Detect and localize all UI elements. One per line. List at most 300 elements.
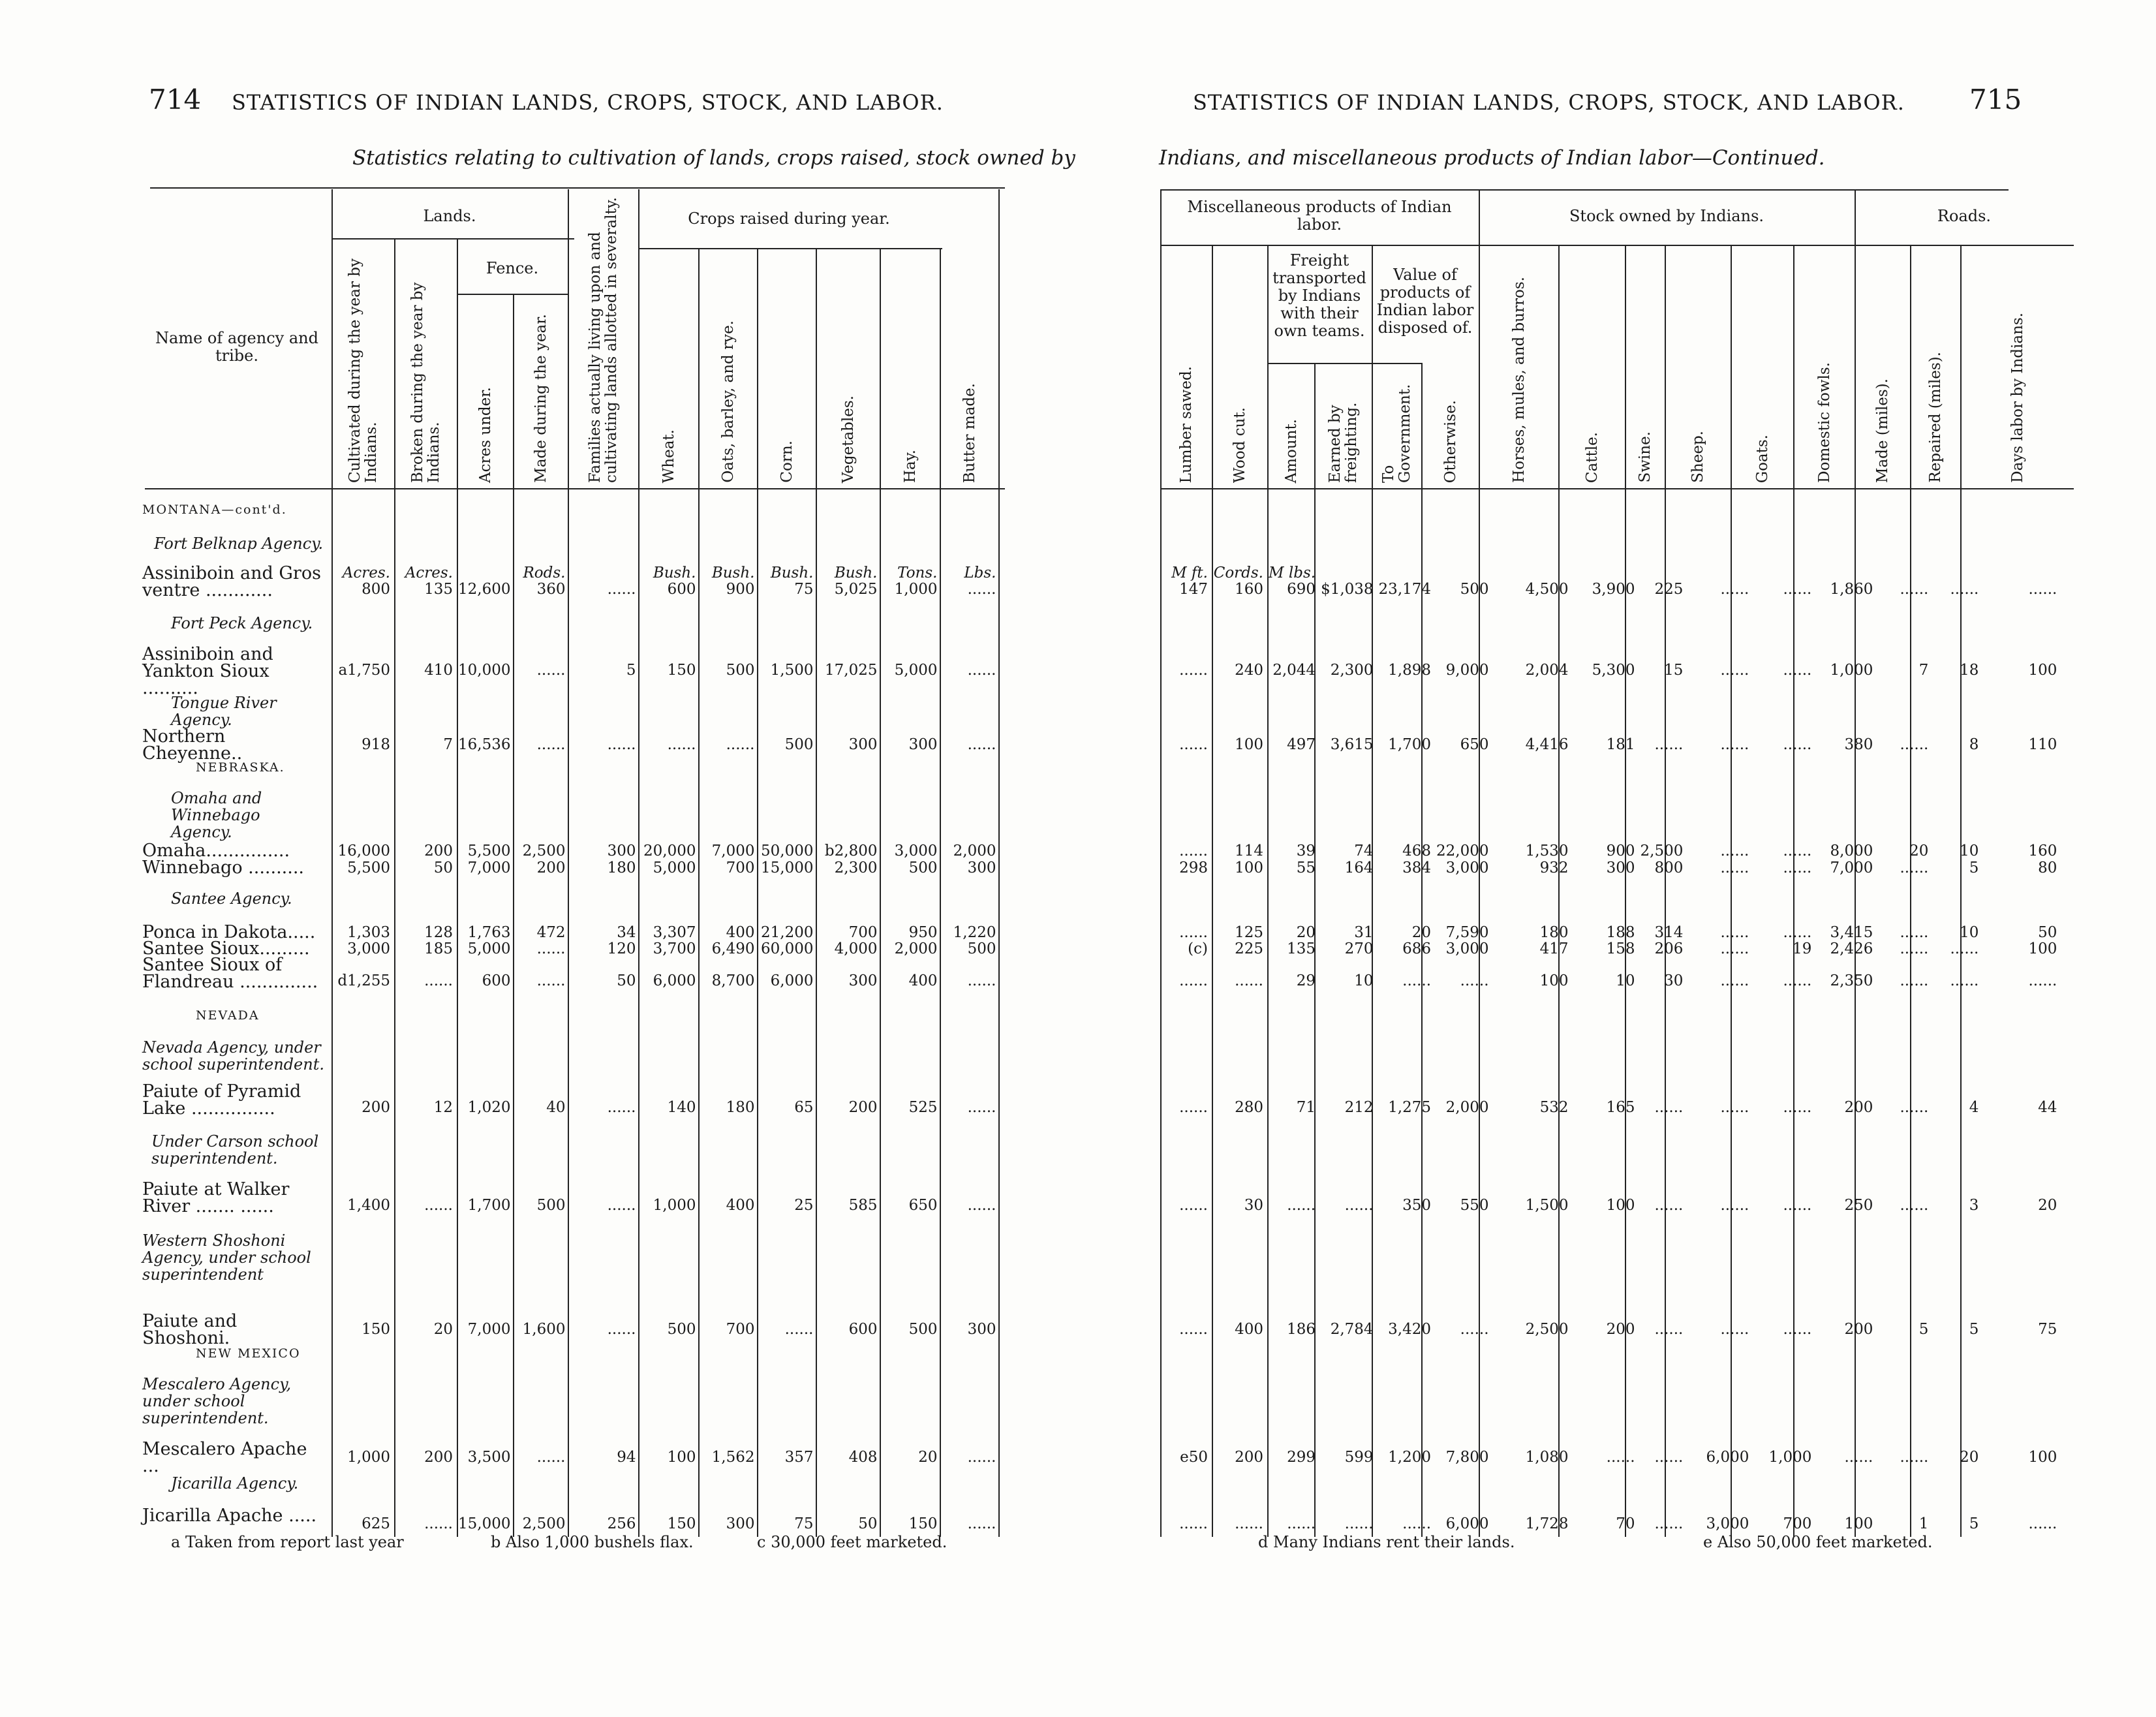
table-cell: 1,898 [1388,662,1432,679]
unit-cell [1754,0,1817,581]
table-cell: ...... [1783,924,1812,941]
table-cell: 5,000 [653,859,696,876]
table-cell: b2,800 [824,843,878,859]
table-row [333,876,1001,941]
running-title: STATISTICS OF INDIAN LANDS, CROPS, STOCK, AND LABOR. [1193,90,1905,115]
families-header: Families actually living upon and cultivating lands allotted in severalty. [587,197,620,483]
tribe-name: Santee Sioux......... [142,938,310,959]
table-cell: 50 [2038,924,2057,941]
table-cell: 5,000 [894,662,938,679]
table-cell: ...... [1606,1449,1635,1466]
vegetables-header: Vegetables. [839,395,857,483]
running-title: STATISTICS OF INDIAN LANDS, CROPS, STOCK, AND LABOR. [232,90,944,115]
broken-header: Broken during the year by Indians. [409,282,442,483]
table-cell: 500 [726,662,755,679]
unit-cell: Bush. [653,565,696,581]
table-cell: ...... [1402,1515,1432,1532]
table-cell: 71 [1296,1099,1316,1116]
footnote: c 30,000 feet marketed. [757,1533,947,1551]
table-cell: 200 [424,843,453,859]
made-during-header: Made during the year. [532,314,549,483]
table-cell: ...... [1900,941,1929,957]
table-cell: ...... [1179,662,1208,679]
unit-cell: M ft. [1171,565,1208,581]
table-cell: 5 [1969,859,1979,876]
hay-header: Hay. [901,449,919,483]
table-cell: 1,400 [347,1197,390,1214]
table-row [1162,859,2062,876]
table-cell: 3,700 [653,941,696,957]
table-row [1162,1338,2062,1466]
tribe-name: Paiute and Shoshoni. [142,1311,238,1348]
table-cell: 5,500 [347,859,390,876]
unit-cell: Acres. [342,565,390,581]
table-cell: 7,000 [1830,859,1873,876]
table-cell: 690 [1287,581,1316,598]
table-cell: 410 [424,662,453,679]
table-cell: 20 [918,1449,938,1466]
table-cell: 1,200 [1388,1449,1432,1466]
table-cell: 25 [794,1197,814,1214]
table-cell: 100 [2028,662,2057,679]
table-cell: ...... [1783,662,1812,679]
unit-cell: Tons. [897,565,938,581]
table-cell: 300 [726,1515,755,1532]
table-cell: 212 [1344,1099,1374,1116]
table-cell: ...... [1900,1197,1929,1214]
table-cell: ...... [1950,581,1979,598]
table-cell: 114 [1235,843,1263,859]
table-cell: 1,700 [1388,736,1432,753]
table-cell: 15,000 [458,1515,511,1532]
agency-western-shoshoni: Western Shoshoni Agency, under school superintendent [142,1231,311,1284]
table-cell: 100 [2028,1449,2057,1466]
table-cell: 650 [908,1197,938,1214]
table-cell: 280 [1235,1099,1263,1116]
table-cell: 150 [667,1515,696,1532]
table-cell: ...... [1900,736,1929,753]
table-cell: 2,500 [522,843,566,859]
table-cell: 500 [784,736,814,753]
table-cell: 140 [667,1099,696,1116]
table-cell: 1,500 [770,662,814,679]
agency-fort-belknap: Fort Belknap Agency. [154,534,324,553]
table-cell: 468 [1402,843,1432,859]
table-row [333,1214,1001,1338]
table-row [333,679,1001,753]
table-cell: ...... [607,1321,636,1338]
table-cell: 50 [617,972,636,989]
table-cell: 100 [1844,1515,1873,1532]
table-cell: 6,490 [711,941,755,957]
table-cell: ...... [536,941,566,957]
table-cell: ...... [967,972,996,989]
table-row [333,1116,1001,1214]
table-row [333,598,1001,679]
table-cell: 600 [667,581,696,598]
table-cell: 100 [1235,736,1263,753]
table-cell: 20 [433,1321,453,1338]
table-row [333,989,1001,1116]
table-cell: ...... [1344,1197,1374,1214]
table-cell: ...... [1344,1515,1374,1532]
roads-header: Roads. [1937,207,1992,225]
table-cell: 200 [1606,1321,1635,1338]
table-row [1162,581,2062,598]
table-cell: 5,300 [1592,662,1635,679]
table-cell: 100 [667,1449,696,1466]
table-cell: 1,860 [1830,581,1873,598]
table-cell: (c) [1188,941,1208,957]
table-cell: 800 [1654,859,1684,876]
table-cell: 300 [967,1321,996,1338]
unit-cell: Rods. [523,565,566,581]
corn-header: Corn. [778,441,795,483]
made-miles-header: Made (miles). [1874,378,1891,483]
table-row [333,753,1001,859]
table-cell: ...... [1235,972,1263,989]
table-cell: ...... [1950,941,1979,957]
table-cell: 2,300 [1330,662,1374,679]
table-cell: ...... [2028,972,2057,989]
table-cell: 225 [1235,941,1263,957]
table-cell: ...... [1654,1515,1684,1532]
table-cell: ...... [536,662,566,679]
table-cell: ...... [1460,972,1489,989]
table-cell: 34 [617,924,636,941]
table-cell: 7,000 [711,843,755,859]
table-cell: 686 [1402,941,1432,957]
page-subtitle: Indians, and miscellaneous products of Indian labor—Continued. [1159,146,1825,170]
table-row [1162,1466,2062,1532]
table-cell: 7,000 [467,859,511,876]
table-cell: 497 [1287,736,1316,753]
table-cell: 400 [908,972,938,989]
earned-header: Earned by freighting. [1327,402,1360,483]
table-cell: ...... [1720,662,1749,679]
table-cell: 1,728 [1525,1515,1569,1532]
table-row [333,957,1001,989]
tribe-name: Assiniboin and Yankton Sioux .......... [142,644,273,698]
table-cell: ...... [1844,1449,1873,1466]
table-cell: 74 [1354,843,1374,859]
table-cell: ...... [607,581,636,598]
unit-cell: Bush. [770,565,814,581]
table-cell: 650 [1460,736,1489,753]
table-cell: ...... [2028,581,2057,598]
table-cell: 900 [726,581,755,598]
table-cell: 3,900 [1592,581,1635,598]
table-cell: 7,800 [1445,1449,1489,1466]
crops-group-header: Crops raised during year. [688,209,890,228]
unit-cell [1321,0,1378,581]
tribe-name: Mescalero Apache ... [142,1439,307,1476]
table-cell: 135 [1287,941,1316,957]
table-cell: 1 [1918,1515,1929,1532]
sheep-header: Sheep. [1689,431,1706,483]
table-cell: 23,174 [1378,581,1432,598]
table-cell: ...... [536,736,566,753]
unit-cell [1379,0,1436,581]
table-cell: 180 [1539,924,1569,941]
unit-cell [1494,0,1574,581]
name-column-header: Name of agency and tribe. [155,329,318,365]
table-cell: 200 [362,1099,390,1116]
table-cell: ...... [967,1099,996,1116]
table-cell: ...... [1783,972,1812,989]
table-cell: 3,000 [894,843,938,859]
table-cell: 44 [2038,1099,2057,1116]
table-cell: 1,275 [1388,1099,1432,1116]
unit-cell [1574,0,1640,581]
unit-cell [458,0,516,581]
table-row [1162,876,2062,941]
table-cell: 158 [1606,941,1635,957]
table-cell: 188 [1606,924,1635,941]
lumber-header: Lumber sawed. [1178,365,1195,483]
table-cell: 700 [726,1321,755,1338]
table-cell: 12 [433,1099,453,1116]
table-cell: 1,080 [1525,1449,1569,1466]
unit-cell: M lbs. [1269,565,1316,581]
table-cell: 700 [848,924,878,941]
table-cell: 360 [536,581,566,598]
right-page [1078,0,2156,1717]
table-cell: 7 [443,736,453,753]
table-cell: 80 [2038,859,2057,876]
unit-cell [1688,0,1754,581]
table-cell: 181 [1606,736,1635,753]
table-cell: 165 [1606,1099,1635,1116]
table-cell: 20,000 [643,843,696,859]
table-cell: 270 [1344,941,1374,957]
acres-under-header: Acres under. [476,387,494,483]
table-cell: 21,200 [761,924,814,941]
table-cell: 5 [626,662,636,679]
tribe-name: Santee Sioux of Flandreau .............. [142,955,318,992]
table-cell: ...... [1179,843,1208,859]
table-cell: 31 [1354,924,1374,941]
unit-cell [1878,0,1933,581]
table-cell: 2,000 [894,941,938,957]
table-cell: 585 [848,1197,878,1214]
table-cell: ...... [1402,972,1432,989]
table-cell: 70 [1616,1515,1635,1532]
to-government-header: To Government. [1380,384,1413,483]
table-cell: 357 [784,1449,814,1466]
table-cell: 2,300 [834,859,878,876]
table-cell: 3,500 [467,1449,511,1466]
table-cell: 40 [546,1099,566,1116]
table-cell: ...... [1720,581,1749,598]
table-cell: 525 [908,1099,938,1116]
tribe-name: Winnebago .......... [142,858,304,878]
table-cell: ...... [1235,1515,1263,1532]
table-cell: 225 [1654,581,1684,598]
table-cell: 600 [848,1321,878,1338]
table-cell: 17,025 [825,662,878,679]
table-cell: 6,000 [1445,1515,1489,1532]
table-cell: 164 [1344,859,1374,876]
table-cell: 1,600 [522,1321,566,1338]
table-cell: 1,000 [1830,662,1873,679]
table-cell: ...... [1783,1197,1812,1214]
table-cell: 186 [1287,1321,1316,1338]
table-cell: 22,000 [1436,843,1489,859]
agency-fort-peck: Fort Peck Agency. [171,614,313,632]
table-cell: ...... [1720,859,1749,876]
agency-tongue-river: Tongue River Agency. [171,694,277,729]
table-cell: ...... [2028,1515,2057,1532]
oats-header: Oats, barley, and rye. [719,320,737,483]
table-cell: 100 [2028,941,2057,957]
table-cell: 500 [536,1197,566,1214]
table-cell: 128 [424,924,453,941]
tribe-name: Paiute of Pyramid Lake ............... [142,1081,301,1119]
table-cell: 15 [1664,662,1684,679]
agency-nevada: Nevada Agency, under school superintendent. [142,1038,324,1074]
table-cell: ...... [1720,972,1749,989]
table-cell: 50,000 [761,843,814,859]
table-cell: 10 [1960,924,1979,941]
table-row [1162,679,2062,753]
table-row [333,1466,1001,1532]
table-row [333,859,1001,876]
unit-cell: Bush. [834,565,878,581]
table-cell: 500 [667,1321,696,1338]
table-cell: 417 [1539,941,1569,957]
table-cell: 16,536 [458,736,511,753]
fowls-header: Domestic fowls. [1815,362,1833,483]
unit-cell: Bush. [711,565,755,581]
table-cell: 135 [424,581,453,598]
table-cell: ...... [967,662,996,679]
cultivated-header: Cultivated during the year by Indians. [346,258,380,483]
table-cell: 400 [726,1197,755,1214]
table-cell: 5,025 [834,581,878,598]
table-cell: 2,000 [1445,1099,1489,1116]
table-cell: ...... [1287,1515,1316,1532]
table-cell: 2,500 [1525,1321,1569,1338]
table-cell: ...... [1783,859,1812,876]
table-cell: 20 [1909,843,1929,859]
table-cell: 100 [1235,859,1263,876]
tribe-name: Assiniboin and Gros ventre ............ [142,563,321,600]
table-cell: ...... [1460,1321,1489,1338]
table-cell: 75 [2038,1321,2057,1338]
unit-cell [570,0,641,581]
table-cell: 2,004 [1525,662,1569,679]
table-cell: 12,600 [458,581,511,598]
table-cell: 15,000 [761,859,814,876]
table-cell: 500 [1460,581,1489,598]
table-cell: 6,000 [770,972,814,989]
table-row [333,941,1001,957]
table-cell: 206 [1654,941,1684,957]
table-cell: 10 [1616,972,1635,989]
amount-header: Amount. [1282,418,1300,483]
table-cell: 500 [908,1321,938,1338]
table-cell: 39 [1296,843,1316,859]
table-cell: ...... [1720,924,1749,941]
lands-group-header: Lands. [423,207,476,225]
butter-header: Butter made. [961,382,978,483]
table-cell: 240 [1235,662,1263,679]
wood-header: Wood cut. [1231,407,1248,483]
table-cell: 120 [607,941,636,957]
unit-cell [1933,0,1984,581]
table-cell: 3,000 [347,941,390,957]
footnote: a Taken from report last year [171,1533,404,1551]
table-cell: 2,000 [953,843,996,859]
table-cell: ...... [1720,843,1749,859]
table-cell: 300 [1606,859,1635,876]
footnote: d Many Indians rent their lands. [1258,1533,1515,1551]
table-cell: 300 [967,859,996,876]
table-cell: ...... [967,581,996,598]
right-data-table [1162,0,2062,1532]
table-cell: ...... [1950,972,1979,989]
table-cell: 2,500 [1640,843,1684,859]
table-cell: 1,000 [894,581,938,598]
units-row [333,0,1001,581]
table-cell: 180 [726,1099,755,1116]
section-nevada: NEVADA [196,1008,260,1023]
table-cell: 900 [1606,843,1635,859]
days-labor-header: Days labor by Indians. [2009,313,2026,483]
table-cell: 700 [1783,1515,1812,1532]
table-cell: 200 [424,1449,453,1466]
repaired-miles-header: Repaired (miles). [1927,352,1944,483]
table-cell: 7 [1918,662,1929,679]
table-cell: 20 [1411,924,1432,941]
table-cell: ...... [1179,1515,1208,1532]
table-cell: ...... [1783,736,1812,753]
table-cell: 2,784 [1330,1321,1374,1338]
table-cell: ...... [1179,972,1208,989]
table-cell: 3,000 [1445,859,1489,876]
table-cell: 5,500 [467,843,511,859]
table-cell: ...... [424,1197,453,1214]
section-nebraska: NEBRASKA. [196,760,285,775]
table-cell: 918 [362,736,390,753]
table-cell: 50 [433,859,453,876]
table-cell: 8,000 [1830,843,1873,859]
table-cell: 400 [726,924,755,941]
table-cell: ...... [1783,1321,1812,1338]
table-cell: ...... [967,1197,996,1214]
section-new-mexico: NEW MEXICO [196,1346,301,1361]
page-number: 715 [1969,84,2022,116]
table-cell: 550 [1460,1197,1489,1214]
table-cell: 625 [362,1515,390,1532]
table-cell: 256 [607,1515,636,1532]
table-cell: 185 [424,941,453,957]
table-cell: 2,500 [522,1515,566,1532]
unit-cell: Lbs. [964,565,996,581]
table-cell: 300 [848,972,878,989]
table-cell: 6,000 [1706,1449,1749,1466]
unit-cell [1436,0,1494,581]
table-cell: 4,500 [1525,581,1569,598]
table-cell: 299 [1287,1449,1316,1466]
table-cell: 8,700 [711,972,755,989]
table-cell: ...... [1900,1099,1929,1116]
value-header: Value of products of Indian labor disposed of. [1376,266,1474,337]
swine-header: Swine. [1637,431,1654,483]
unit-cell: Cords. [1213,565,1263,581]
wheat-header: Wheat. [660,429,677,483]
